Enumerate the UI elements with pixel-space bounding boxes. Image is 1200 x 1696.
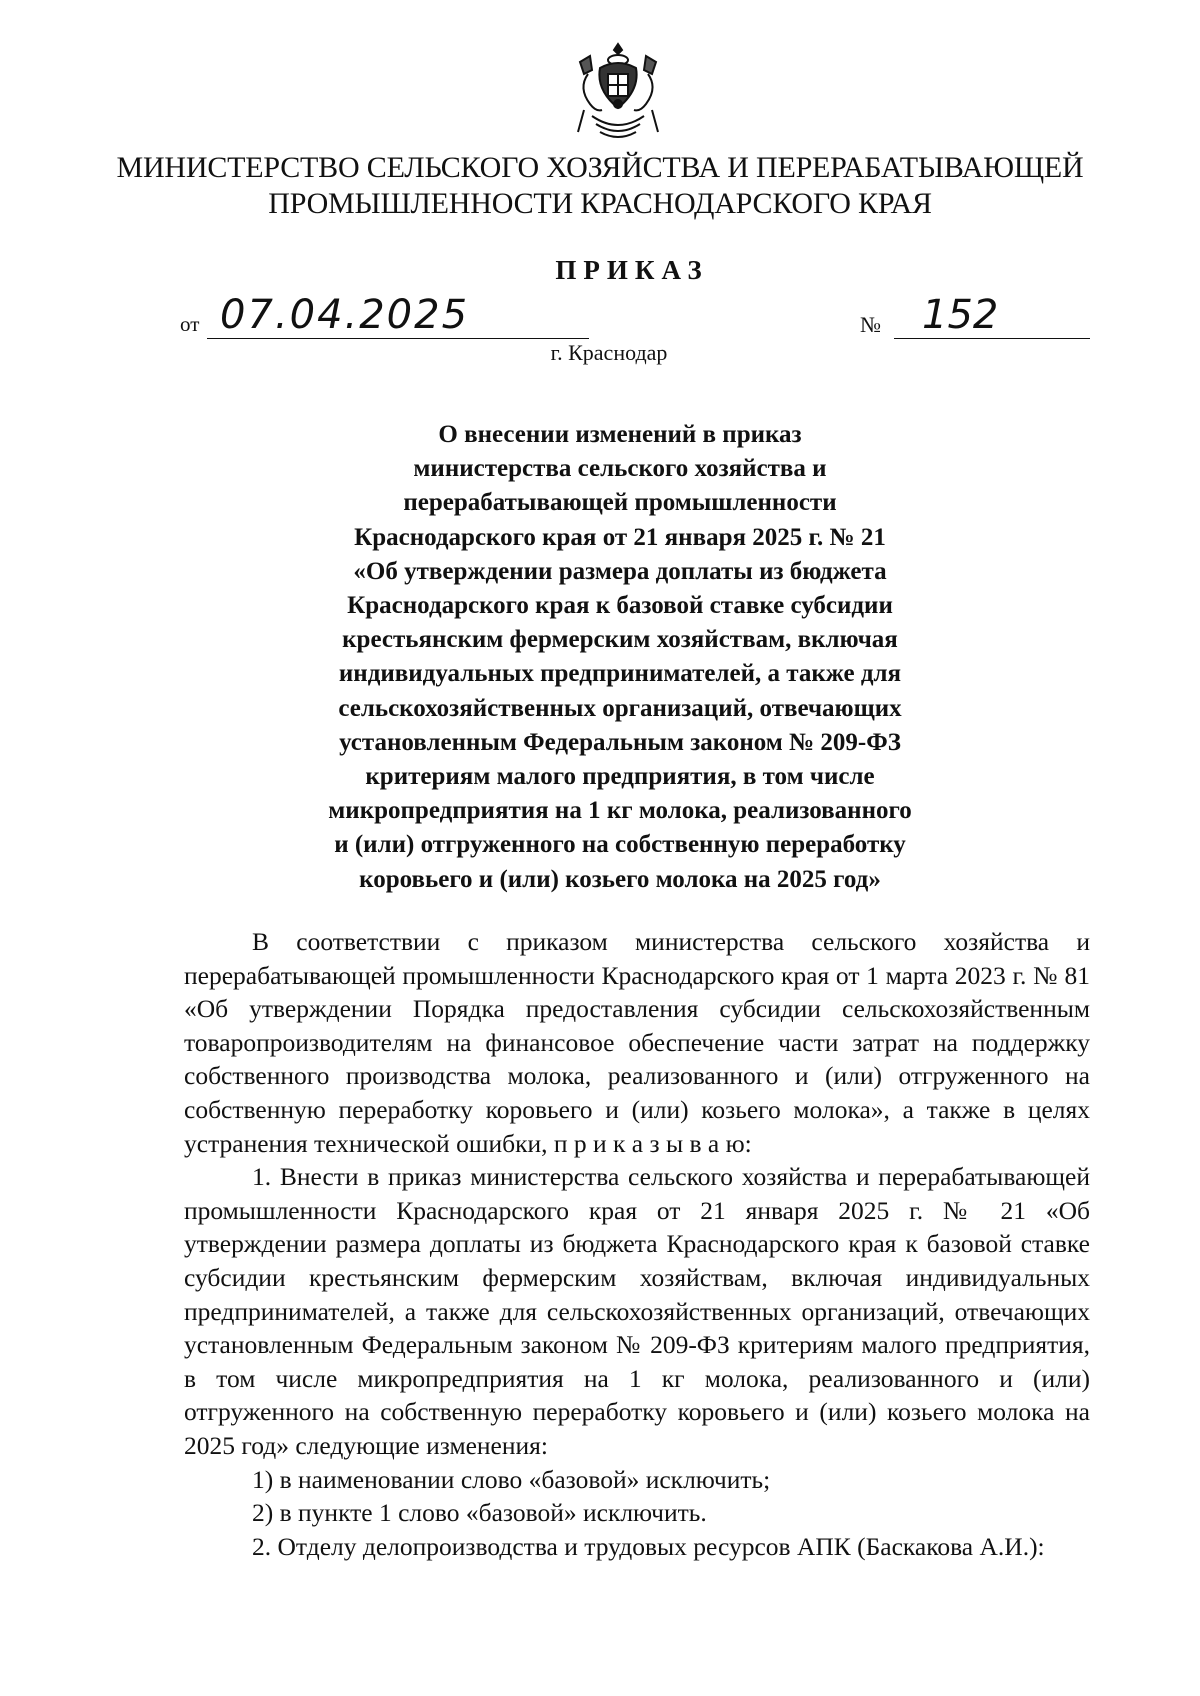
handwritten-date: 07.04.2025 — [220, 292, 470, 338]
subject-line: О внесении изменений в приказ — [438, 421, 802, 448]
coat-of-arms-emblem — [570, 40, 666, 146]
subject-line: коровьего и (или) козьего молока на 2025 год» — [359, 865, 881, 893]
subject-line: микропредприятия на 1 кг молока, реализованного — [328, 797, 912, 825]
date-number-row — [180, 292, 1100, 342]
subject-line: крестьянским фермерским хозяйствам, включая — [342, 626, 898, 654]
subject-line: перерабатывающей промышленности — [403, 489, 837, 517]
subject-line: критериям малого предприятия, в том числе — [365, 763, 875, 791]
city: г. Краснодар — [550, 340, 668, 365]
subject-line: Краснодарского края к базовой ставке субсидии — [347, 592, 893, 620]
date-underline — [207, 338, 589, 339]
subject-line: установленным Федеральным законом № 209-ФЗ — [339, 728, 901, 756]
subject-line: министерства сельского хозяйства и — [413, 455, 827, 483]
ministry-name-line-1: МИНИСТЕРСТВО СЕЛЬСКОГО ХОЗЯЙСТВА И ПЕРЕРАБАТЫВАЮЩЕЙ — [116, 151, 1084, 184]
date-prefix: от — [180, 312, 200, 336]
document-body — [184, 925, 1090, 1563]
subject-line: индивидуальных предпринимателей, а также для — [338, 660, 902, 688]
subject-line: и (или) отгруженного на собственную переработку — [334, 831, 906, 859]
subject-line: сельскохозяйственных организаций, отвечающих — [338, 694, 902, 722]
item-1-subitem-2: 2) в пункте 1 слово «базовой» исключить. — [252, 1498, 707, 1528]
number-prefix: № — [860, 312, 881, 337]
document-subject — [200, 418, 1040, 897]
handwritten-number: 152 — [922, 292, 999, 338]
ministry-name — [100, 150, 1100, 222]
subject-line: «Об утверждении размера доплаты из бюджета — [353, 557, 887, 585]
subject-line: Краснодарского края от 21 января 2025 г. № 21 — [354, 523, 886, 551]
item-1-subitem-1: 1) в наименовании слово «базовой» исключить; — [252, 1464, 771, 1494]
ministry-name-line-2: ПРОМЫШЛЕННОСТИ КРАСНОДАРСКОГО КРАЯ — [268, 187, 932, 220]
number-underline — [894, 338, 1090, 339]
preamble-paragraph: В соответствии с приказом министерства сельского хозяйства и перерабатывающей промышленности Краснодарского края от 1 марта 2023 г. № 81 «Об утверждении Порядка предоставления субсидии сельскохозяйственным товаропроизводителям на финансовое обеспечение части затрат на поддержку собственного производства молока, реализованного и (или) отгруженного на собственную переработку коровьего и (или) козьего молока», а также в целях устранения технической ошибки, п р и к а з ы в а ю: — [184, 927, 1090, 1158]
document-type-title: ПРИКАЗ — [555, 255, 709, 285]
item-1-paragraph: 1. Внести в приказ министерства сельского хозяйства и перерабатывающей промышленности Краснодарского края от 21 января 2025 г. № 21 «Об утверждении размера доплаты из бюджета Краснодарского края к базовой ставке субсидии крестьянским фермерским хозяйствам, включая индивидуальных предпринимателей, а также для сельскохозяйственных организаций, отвечающих установленным Федеральным законом № 209-ФЗ критериям малого предприятия, в том числе микропредприятия на 1 кг молока, реализованного и (или) отгруженного на собственную переработку коровьего и (или) козьего молока на 2025 год» следующие изменения: — [184, 1162, 1090, 1460]
item-2-paragraph: 2. Отделу делопроизводства и трудовых ресурсов АПК (Баскакова А.И.): — [252, 1531, 1045, 1561]
